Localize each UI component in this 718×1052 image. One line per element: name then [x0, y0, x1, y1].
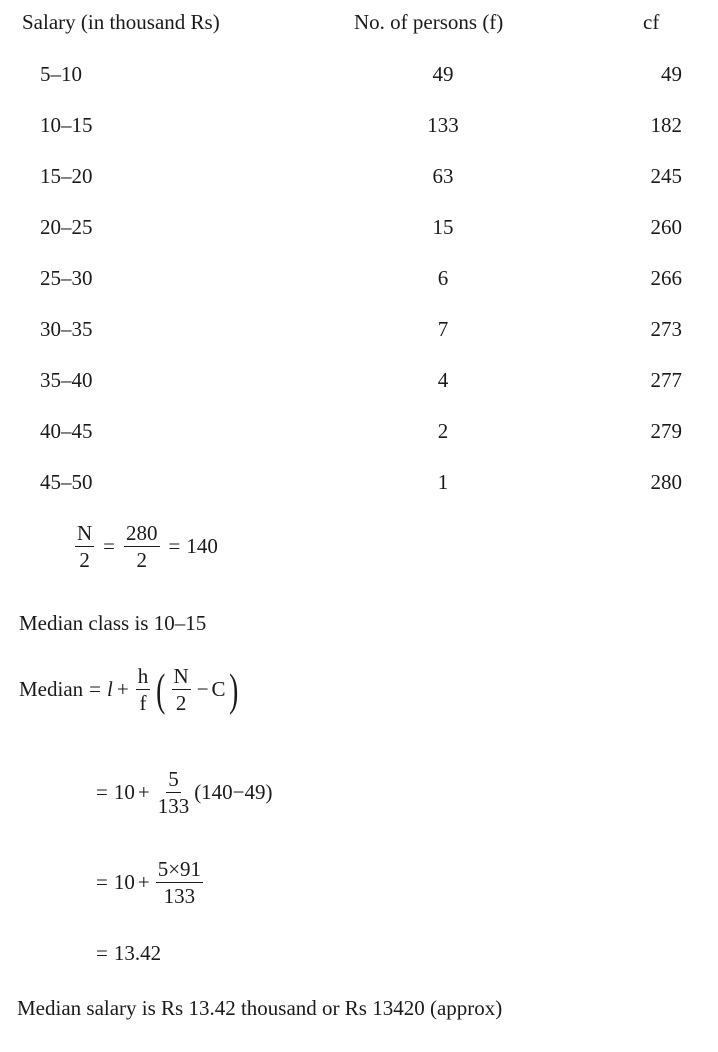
- n-half-equation: [72, 522, 218, 571]
- table-cell-cf: 260: [650, 215, 682, 239]
- lower-limit-symbol: l: [107, 677, 113, 702]
- header-cf: cf: [643, 10, 660, 34]
- equals-sign: =: [103, 534, 116, 559]
- step-2: [96, 858, 206, 907]
- numerator: N: [172, 665, 191, 690]
- plus-sign: +: [116, 677, 129, 702]
- median-formula: [19, 665, 241, 714]
- fraction-455-over-133: [156, 858, 203, 907]
- table-cell-f: 133: [427, 113, 459, 137]
- n-half-result: 140: [186, 534, 218, 559]
- conclusion-text: Median salary is Rs 13.42 thousand or Rs 13420 (approx): [17, 996, 503, 1020]
- table-cell-cf: 49: [661, 62, 682, 86]
- table-cell-salary: 10–15: [40, 113, 93, 137]
- table-cell-cf: 277: [650, 368, 682, 392]
- denominator: 2: [79, 548, 90, 573]
- fraction-h-over-f: [136, 665, 151, 714]
- table-cell-salary: 40–45: [40, 419, 93, 443]
- median-value: 13.42: [113, 941, 162, 965]
- fraction-5-over-133: [156, 768, 192, 817]
- table-cell-salary: 35–40: [40, 368, 93, 392]
- table-cell-cf: 280: [650, 470, 682, 494]
- table-cell-f: 49: [432, 62, 454, 86]
- table-cell-salary: 5–10: [40, 62, 82, 86]
- denominator: 133: [163, 884, 196, 909]
- median-label: Median: [19, 677, 84, 702]
- denominator: 2: [175, 691, 187, 716]
- table-cell-salary: 15–20: [40, 164, 93, 188]
- lower-limit-value: 10: [113, 780, 135, 805]
- table-cell-salary: 25–30: [40, 266, 93, 290]
- equals-sign: =: [96, 941, 108, 965]
- table-cell-f: 1: [437, 470, 449, 494]
- table-cell-cf: 273: [650, 317, 682, 341]
- header-salary: Salary (in thousand Rs): [22, 10, 220, 34]
- numerator: 5: [166, 768, 181, 793]
- parenthesized-difference: (140−49): [194, 780, 273, 805]
- numerator: N: [75, 522, 94, 547]
- equals-sign: =: [168, 534, 181, 559]
- left-paren: (: [156, 663, 166, 715]
- fraction-n-over-2: [75, 522, 94, 571]
- minus-sign: −: [196, 677, 209, 702]
- header-frequency: No. of persons (f): [354, 10, 504, 34]
- plus-sign: +: [137, 780, 150, 805]
- table-cell-salary: 45–50: [40, 470, 93, 494]
- table-cell-cf: 279: [650, 419, 682, 443]
- table-cell-f: 15: [432, 215, 454, 239]
- table-cell-f: 2: [437, 419, 449, 443]
- table-cell-cf: 245: [650, 164, 682, 188]
- table-cell-f: 63: [432, 164, 454, 188]
- plus-sign: +: [137, 870, 150, 895]
- denominator: 133: [157, 794, 190, 819]
- denominator: f: [139, 691, 147, 716]
- equals-sign: =: [89, 677, 101, 702]
- lower-limit-value: 10: [113, 870, 135, 895]
- right-paren: ): [228, 663, 238, 715]
- numerator: 5×91: [156, 858, 203, 883]
- median-class-text: Median class is 10–15: [19, 611, 207, 635]
- table-cell-f: 4: [437, 368, 449, 392]
- equals-sign: =: [96, 870, 108, 895]
- table-cell-cf: 266: [650, 266, 682, 290]
- equals-sign: =: [96, 780, 108, 805]
- numerator: h: [136, 665, 151, 690]
- table-cell-salary: 20–25: [40, 215, 93, 239]
- table-cell-f: 6: [437, 266, 449, 290]
- step-3: [96, 941, 161, 966]
- denominator: 2: [136, 548, 148, 573]
- step-1: [96, 768, 273, 817]
- numerator: 280: [124, 522, 160, 547]
- fraction-280-over-2: [124, 522, 160, 571]
- table-cell-cf: 182: [650, 113, 682, 137]
- table-cell-f: 7: [437, 317, 449, 341]
- fraction-n-over-2: [172, 665, 191, 714]
- cumulative-symbol: C: [211, 677, 226, 702]
- table-cell-salary: 30–35: [40, 317, 93, 341]
